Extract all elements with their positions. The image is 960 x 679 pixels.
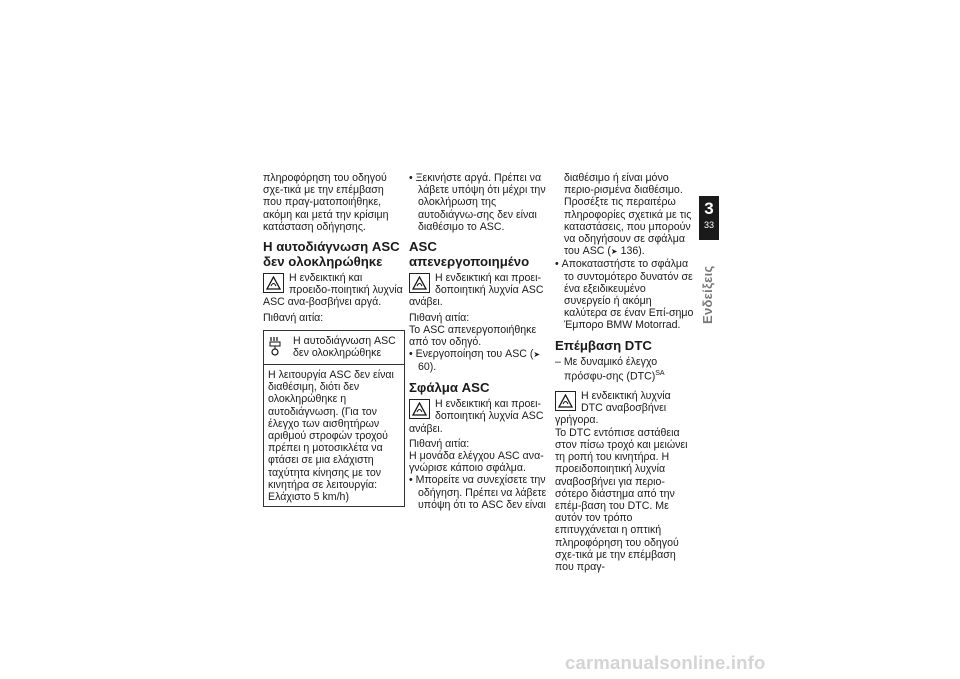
heading-asc-error: Σφάλμα ASC	[409, 379, 490, 395]
bullet-item: • Μπορείτε να συνεχίσετε την οδήγηση. Πρέπει να λάβετε υπόψη ότι το ASC δεν είναι	[409, 474, 547, 511]
page-ref-arrow-icon: ➤	[610, 247, 618, 257]
indicator-line	[409, 272, 552, 309]
heading-dtc-intervention: Επέμβαση DTC	[555, 337, 652, 353]
bullet-item: • Αποκαταστήστε το σφάλμα το συντομότερο δυνατόν σε ένα εξειδικευμένο συνεργείο ή ακόμη καλύτερα σε έναν Επί-σημο Έμπορο BMW Motorrad.	[555, 258, 694, 332]
warning-triangle-icon	[409, 399, 430, 419]
box-body-text: Η λειτουργία ASC δεν είναι διαθέσιμη, διότι δεν ολοκληρώθηκε η αυτοδιάγνωση. (Για τον έλεγχο των αισθητήρων αριθμού στροφών τροχού πρέπει η μοτοσικλέτα να φτάσει σε μια ελάχιστη ταχύτητα κίνησης με τον κινητήρα σε λειτουργία: Ελάχιστο 5 km/h)	[268, 369, 394, 504]
text-column-3	[555, 172, 695, 573]
cause-label: Πιθανή αιτία:	[409, 437, 470, 450]
cause-label: Πιθανή αιτία:	[263, 311, 324, 324]
text-column-1	[263, 172, 405, 507]
paragraph-intro: πληροφόρηση του οδηγού σχε-τικά με την επέμβαση που πραγ-ματοποιήθηκε, ακόμη και μετά την κρίσιμη κατάσταση οδήγησης.	[263, 172, 389, 233]
indicator-text: Η ενδεικτική και προει-δοποιητική λυχνία ASC ανάβει.	[409, 398, 544, 435]
warning-triangle-icon	[409, 273, 430, 293]
page-ref[interactable]: 60).	[418, 361, 437, 374]
info-box	[263, 330, 405, 507]
watermark: carmanualsonline.info	[565, 652, 766, 673]
chapter-tab	[699, 196, 719, 240]
cause-text: Η μονάδα ελέγχου ASC ανα-γνώρισε κάποιο σφάλμα.	[409, 449, 544, 475]
section-title-vertical: Ενδείξεις	[700, 265, 715, 324]
heading-asc-deactivated: ASC απενεργοποιημένο	[409, 239, 530, 269]
bullet-item: • Ξεκινήστε αργά. Πρέπει να λάβετε υπόψη ότι μέχρι την ολοκλήρωση της αυτοδιάγνω-σης δεν είναι διαθέσιμο το ASC.	[409, 172, 546, 233]
cause-text: Το ASC απενεργοποιήθηκε από τον οδηγό.	[409, 323, 537, 349]
bullet-icon: •	[409, 172, 416, 184]
page-number: 33	[703, 220, 714, 230]
bullet-icon: •	[409, 348, 416, 361]
dtc-body-text: Το DTC εντόπισε αστάθεια στον πίσω τροχό και μειώνει τη ροπή του κινητήρα. Η προειδοποιητική λυχνία αναβοσβήνει για περιο-σότερο διάστημα από την επέμ-βαση του DTC. Με αυτόν τον τρόπο επιτυγχάνεται η οπτική πληροφόρηση του οδηγού σχε-τικά με την επέμβαση που πραγ-	[555, 426, 688, 573]
indicator-text: Η ενδεικτική και προειδο-ποιητική λυχνία ASC ανα-βοσβήνει αργά.	[263, 272, 403, 309]
dash-icon: –	[555, 356, 564, 369]
box-header-text: Η αυτοδιάγνωση ASC δεν ολοκληρώθηκε	[293, 334, 396, 360]
text-column-2	[409, 172, 552, 511]
selfdiag-icon	[268, 335, 288, 360]
indicator-text: Η ενδεικτική και προει-δοποιητική λυχνία ASC ανάβει.	[409, 272, 544, 309]
bullet-icon: •	[555, 258, 562, 271]
warning-triangle-icon	[263, 273, 284, 293]
dash-item: – Με δυναμικό έλεγχο πρόσφυ-σης (DTC)$^{SA}$	[555, 356, 665, 383]
warning-triangle-icon	[555, 391, 576, 411]
page-ref[interactable]: 136).	[620, 245, 645, 258]
indicator-line	[263, 272, 405, 309]
chapter-number: 3	[704, 199, 714, 218]
bullet-icon: •	[409, 474, 416, 487]
bullet-item: • Ενεργοποίηση του ASC (➤ 60).	[409, 348, 541, 374]
page-ref-arrow-icon: ➤	[533, 350, 541, 360]
indicator-line	[409, 398, 552, 435]
heading-asc-selfdiag: Η αυτοδιάγνωση ASC δεν ολοκληρώθηκε	[263, 239, 400, 269]
indicator-text: Η ενδεικτική λυχνία DTC αναβοσβήνει γρήγορα.	[555, 390, 671, 427]
sa-superscript: SA	[655, 370, 665, 378]
indicator-line	[555, 390, 695, 427]
continued-text: διαθέσιμο ή είναι μόνο περιο-ρισμένα διαθέσιμο. Προσέξτε τις περαιτέρω πληροφορίες σχετικά με τις καταστάσεις, που μπορούν να οδηγήσουν σε σφάλμα του ASC (➤ 136).	[564, 172, 692, 258]
cause-label: Πιθανή αιτία:	[409, 311, 470, 324]
